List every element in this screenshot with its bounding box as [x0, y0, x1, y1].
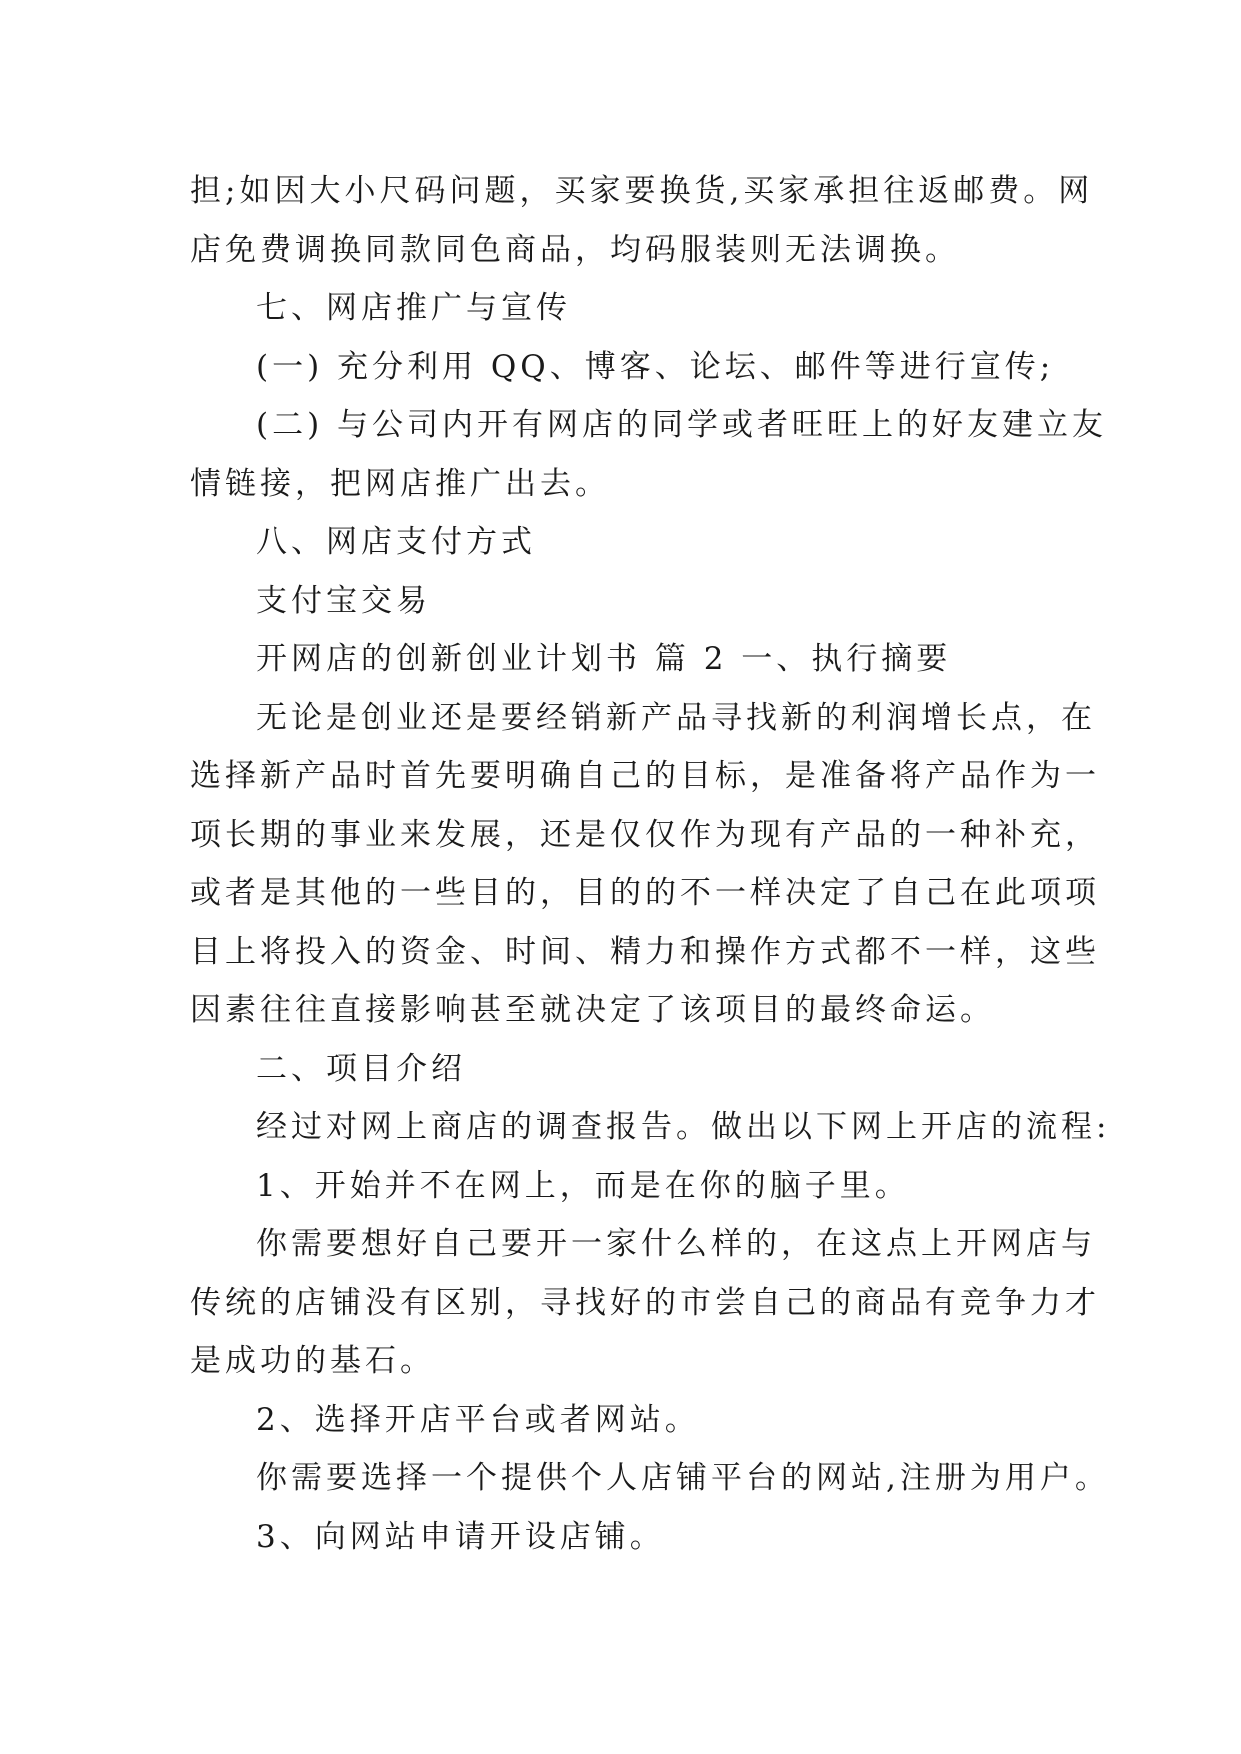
paragraph-line: 你需要想好自己要开一家什么样的，在这点上开网店与 [256, 1226, 1096, 1262]
paragraph-line: 店免费调换同款同色商品，均码服装则无法调换。 [190, 231, 960, 268]
paragraph-line: 传统的店铺没有区别，寻找好的市尝自己的商品有竞争力才 [190, 1284, 1100, 1321]
list-item: (一) 充分利用 QQ、博客、论坛、邮件等进行宣传; [256, 348, 1055, 385]
paragraph-line: 因素往往直接影响甚至就决定了该项目的最终命运。 [190, 992, 995, 1028]
list-item: 3、向网站申请开设店铺。 [256, 1518, 665, 1555]
paragraph-line: 项长期的事业来发展，还是仅仅作为现有产品的一种补充， [190, 816, 1100, 853]
paragraph-line: 或者是其他的一些目的，目的的不一样决定了自己在此项项 [190, 875, 1100, 911]
document-title: 开网店的创新创业计划书 篇 2 一、执行摘要 [256, 641, 952, 677]
paragraph-line: 你需要选择一个提供个人店铺平台的网站,注册为用户。 [256, 1460, 1110, 1496]
paragraph-line: 是成功的基石。 [190, 1343, 435, 1379]
list-item: (二) 与公司内开有网店的同学或者旺旺上的好友建立友 [256, 407, 1108, 443]
section-heading: 七、网店推广与宣传 [256, 290, 571, 326]
section-heading: 二、项目介绍 [256, 1050, 466, 1087]
section-heading: 八、网店支付方式 [256, 524, 536, 560]
list-item: 2、选择开店平台或者网站。 [256, 1401, 700, 1438]
paragraph-line: 担;如因大小尺码问题，买家要换货,买家承担往返邮费。网 [190, 173, 1094, 209]
document-body [190, 162, 1111, 1566]
list-item: 1、开始并不在网上，而是在你的脑子里。 [256, 1167, 910, 1204]
paragraph-line: 情链接，把网店推广出去。 [190, 465, 610, 502]
paragraph-line: 支付宝交易 [256, 582, 431, 619]
paragraph-line: 目上将投入的资金、时间、精力和操作方式都不一样，这些 [190, 933, 1100, 970]
paragraph-line: 经过对网上商店的调查报告。做出以下网上开店的流程: [256, 1109, 1111, 1145]
paragraph-line: 选择新产品时首先要明确自己的目标，是准备将产品作为一 [190, 758, 1100, 794]
paragraph-line: 无论是创业还是要经销新产品寻找新的利润增长点，在 [256, 699, 1096, 736]
